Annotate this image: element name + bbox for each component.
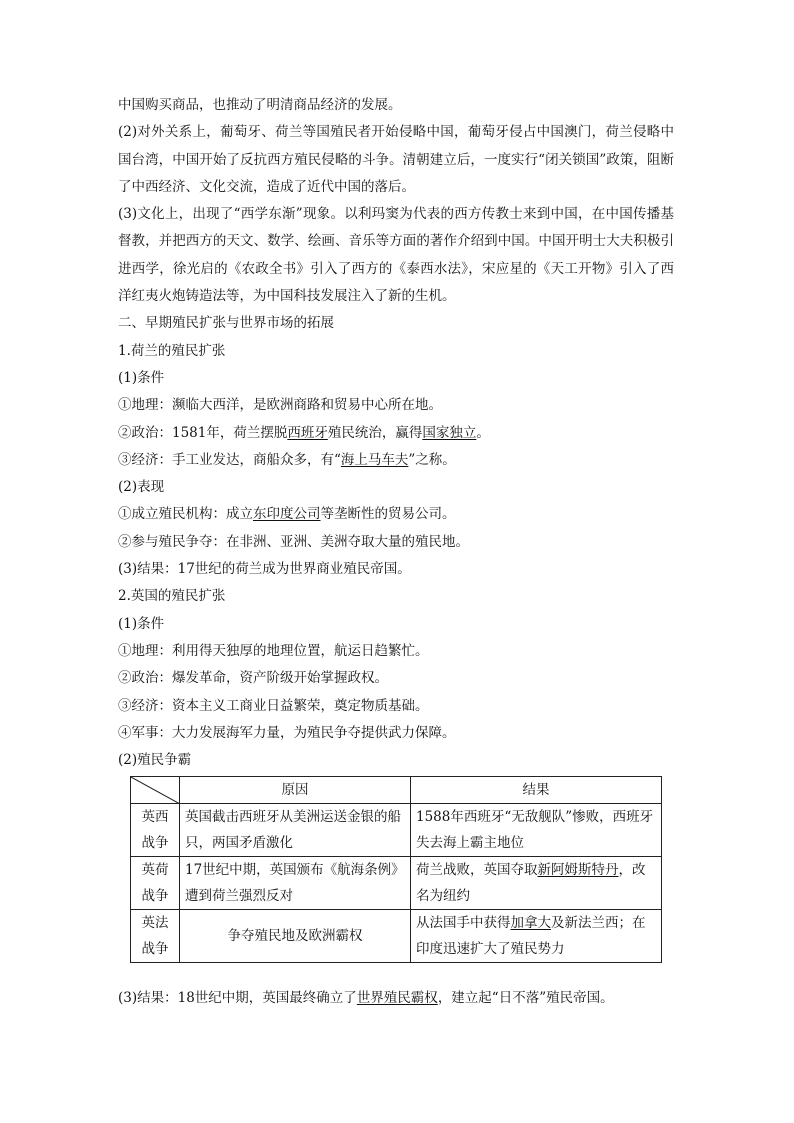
- heading-uk-rivalry: (2)殖民争霸: [118, 752, 192, 769]
- nl-performance-1: ①成立殖民机构：成立东印度公司等垄断性的贸易公司。: [118, 506, 456, 523]
- war-result: 荷兰战败，英国夺取新阿姆斯特丹，改名为纽约: [411, 857, 662, 910]
- uk-economy: ③经济：资本主义工商业日益繁荣，奠定物质基础。: [118, 697, 429, 714]
- heading-netherlands: 1.荷兰的殖民扩张: [118, 342, 226, 359]
- war-result: 1588年西班牙“无敌舰队”惨败，西班牙失去海上霸主地位: [411, 804, 662, 857]
- header-cause: 原因: [180, 777, 411, 804]
- nl-politics: ②政治：1581年，荷兰摆脱西班牙殖民统治，赢得国家独立。: [118, 424, 490, 441]
- heading-nl-conditions: (1)条件: [118, 369, 165, 386]
- diagonal-line: [131, 777, 180, 804]
- underline-independence: 国家独立: [422, 424, 477, 441]
- underline-colonial-hegemony: 世界殖民霸权: [356, 990, 438, 1007]
- underline-canada: 加拿大: [510, 915, 551, 932]
- table-corner-cell: [131, 777, 180, 804]
- underline-new-amsterdam: 新阿姆斯特丹: [537, 862, 619, 879]
- header-result: 结果: [411, 777, 662, 804]
- paragraph-foreign-relations: (2)对外关系上，葡萄牙、荷兰等国殖民者开始侵略中国，葡萄牙侵占中国澳门，荷兰侵略中国台湾，中国开始了反抗西方殖民侵略的斗争。清朝建立后，一度实行“闭关锁国”政策，阻断了中西经济、文化交流，造成了近代中国的落后。: [118, 124, 674, 195]
- underline-sea-coachman: 海上马车夫: [340, 451, 409, 468]
- table-row: [131, 804, 662, 857]
- table-row: [131, 910, 662, 963]
- nl-geography: ①地理：濒临大西洋，是欧洲商路和贸易中心所在地。: [118, 397, 442, 414]
- underline-east-india-company: 东印度公司: [253, 506, 321, 523]
- paragraph-intro-tail: 中国购买商品，也推动了明清商品经济的发展。: [118, 97, 402, 113]
- war-cause: 17世纪中期，英国颁布《航海条例》遭到荷兰强烈反对: [180, 857, 411, 910]
- section-heading-colonial-expansion: 二、早期殖民扩张与世界市场的拓展: [118, 315, 334, 332]
- heading-britain: 2.英国的殖民扩张: [118, 588, 226, 605]
- uk-military: ④军事：大力发展海军力量，为殖民争夺提供武力保障。: [118, 724, 456, 741]
- war-result: 从法国手中获得加拿大及新法兰西；在印度迅速扩大了殖民势力: [411, 910, 662, 963]
- war-name: 英法战争: [131, 910, 180, 963]
- heading-nl-performance: (2)表现: [118, 479, 165, 496]
- heading-uk-conditions: (1)条件: [118, 615, 165, 632]
- war-name: 英西战争: [131, 804, 180, 857]
- nl-result: (3)结果：17世纪的荷兰成为世界商业殖民帝国。: [118, 561, 411, 578]
- table-row: [131, 857, 662, 910]
- uk-geography: ①地理：利用得天独厚的地理位置，航运日趋繁忙。: [118, 642, 429, 659]
- document-page: [118, 92, 674, 1013]
- uk-politics: ②政治：爆发革命，资产阶级开始掌握政权。: [118, 670, 388, 687]
- war-name: 英荷战争: [131, 857, 180, 910]
- nl-economy: ③经济：手工业发达，商船众多，有“海上马车夫”之称。: [118, 451, 456, 468]
- war-cause: 争夺殖民地及欧洲霸权: [180, 910, 411, 963]
- table-header-row: [131, 777, 662, 804]
- underline-spain: 西班牙: [287, 424, 328, 441]
- rivalry-table: [130, 776, 662, 963]
- paragraph-culture: (3)文化上，出现了“西学东渐”现象。以利玛窦为代表的西方传教士来到中国，在中国传播基督教，并把西方的天文、数学、绘画、音乐等方面的著作介绍到中国。中国开明士大夫积极引进西学，徐光启的《农政全书》引入了西方的《泰西水法》，宋应星的《天工开物》引入了西洋红夷火炮铸造法等，为中国科技发展注入了新的生机。: [118, 206, 674, 305]
- nl-performance-2: ②参与殖民争夺：在非洲、亚洲、美洲夺取大量的殖民地。: [118, 533, 469, 550]
- war-cause: 英国截击西班牙从美洲运送金银的船只，两国矛盾激化: [180, 804, 411, 857]
- uk-result: (3)结果：18世纪中期，英国最终确立了世界殖民霸权，建立起“日不落”殖民帝国。: [118, 990, 614, 1007]
